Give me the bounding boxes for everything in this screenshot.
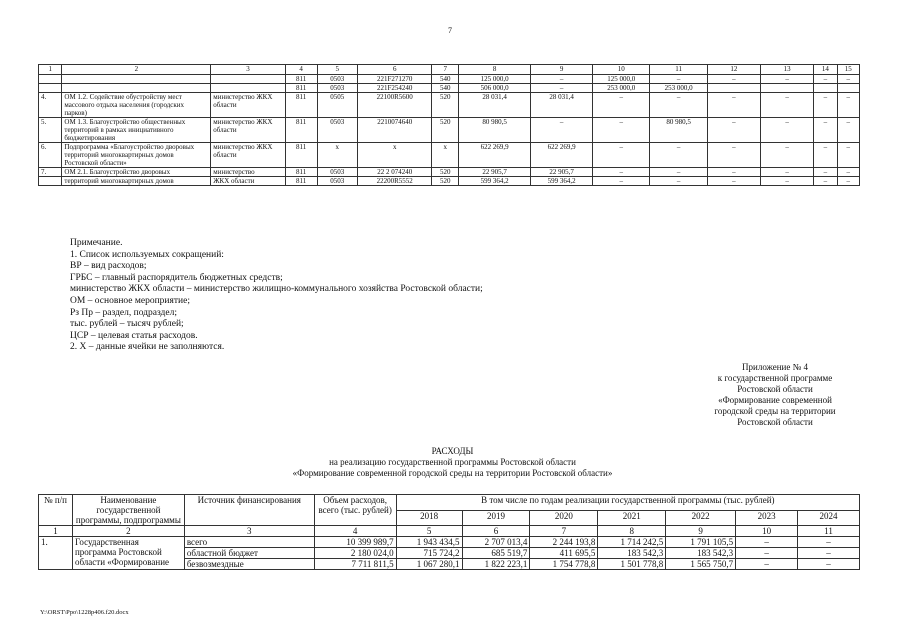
expenses-table-continued	[38, 64, 860, 186]
table-row	[39, 537, 860, 548]
appendix-line: к государственной программе	[717, 373, 833, 383]
value-cell: 1 822 223,1	[462, 559, 530, 570]
table-cell: 221F254240	[358, 84, 432, 93]
table-cell	[39, 177, 62, 186]
table-cell: –	[593, 93, 650, 118]
value-cell: 183 542,3	[598, 548, 666, 559]
col-header: 6	[358, 65, 432, 75]
table-cell	[837, 84, 859, 93]
table-cell: –	[761, 168, 814, 177]
table-cell: 6.	[39, 143, 62, 168]
header-years-group: В том числе по годам реализации государственной программы (тыс. рублей)	[396, 495, 859, 511]
table-cell: 253 000,0	[593, 84, 650, 93]
note-line: тыс. рублей – тысяч рублей;	[70, 319, 184, 330]
index-cell: 10	[736, 526, 798, 537]
table-cell: 22 905,7	[531, 168, 593, 177]
index-cell: 5	[396, 526, 462, 537]
table-cell: 0503	[317, 177, 357, 186]
table-cell: –	[837, 118, 859, 143]
table-cell: –	[837, 93, 859, 118]
table-cell: 22100R5600	[358, 93, 432, 118]
table-cell: –	[761, 93, 814, 118]
table-cell: 0503	[317, 118, 357, 143]
note-line: 1. Список используемых сокращений:	[70, 249, 224, 260]
table-cell: –	[650, 93, 707, 118]
table-cell: 0503	[317, 168, 357, 177]
index-cell: 6	[462, 526, 530, 537]
table-cell: –	[593, 143, 650, 168]
table-cell: 80 980,5	[650, 118, 707, 143]
table-cell: –	[761, 75, 814, 84]
table-cell: –	[531, 118, 593, 143]
appendix-line: Ростовской области	[737, 417, 813, 427]
col-header: 7	[432, 65, 459, 75]
table-cell: 811	[285, 93, 317, 118]
page-number: 7	[448, 26, 452, 35]
table-cell: Подпрограмма «Благоустройство дворовых территорий многоквартирных домов Ростовской области»	[62, 143, 211, 168]
table-cell: 599 364,2	[531, 177, 593, 186]
value-cell: 1 565 750,7	[666, 559, 736, 570]
table-cell: 28 031,4	[531, 93, 593, 118]
value-cell: 1 754 778,8	[530, 559, 598, 570]
value-cell: 1 714 242,5	[598, 537, 666, 548]
table-cell	[62, 75, 211, 84]
year-header: 2022	[666, 510, 736, 526]
table-cell: 540	[432, 84, 459, 93]
table-cell: 4.	[39, 93, 62, 118]
year-header: 2023	[736, 510, 798, 526]
table-cell: 520	[432, 168, 459, 177]
table-cell: 811	[285, 75, 317, 84]
index-cell: 3	[184, 526, 314, 537]
table-cell: –	[837, 75, 859, 84]
index-cell: 11	[798, 526, 860, 537]
table-cell: ОМ 1.3. Благоустройство общественных территорий в рамках инициативного бюджетирования	[62, 118, 211, 143]
table-cell: –	[650, 143, 707, 168]
table-cell: –	[814, 168, 837, 177]
source-cell: всего	[184, 537, 314, 548]
table-cell: –	[761, 118, 814, 143]
table-cell: х	[317, 143, 357, 168]
value-cell: 2 707 013,4	[462, 537, 530, 548]
table-row	[39, 118, 860, 143]
value-cell: –	[736, 559, 798, 570]
table-cell: 0503	[317, 75, 357, 84]
table-cell: –	[707, 177, 760, 186]
value-cell: 1 791 105,5	[666, 537, 736, 548]
table-cell: 28 031,4	[459, 93, 531, 118]
value-cell: 715 724,2	[396, 548, 462, 559]
table-cell: –	[837, 177, 859, 186]
table-cell: х	[432, 143, 459, 168]
table-cell: –	[814, 93, 837, 118]
title-line: «Формирование современной городской среды на территории Ростовской области»	[292, 468, 613, 478]
index-cell: 7	[530, 526, 598, 537]
note-line: Примечание.	[70, 238, 123, 248]
table-cell	[814, 84, 837, 93]
header-total: Объем расходов, всего (тыс. рублей)	[314, 495, 396, 526]
source-cell: безвозмездные	[184, 559, 314, 570]
table-cell	[211, 75, 285, 84]
appendix-line: городской среды на территории	[714, 406, 836, 416]
source-cell: областной бюджет	[184, 548, 314, 559]
table-cell	[39, 75, 62, 84]
col-header: 3	[211, 65, 285, 75]
table-cell: министерство	[211, 168, 285, 177]
table-cell: 221F271270	[358, 75, 432, 84]
header-source: Источник финансирования	[184, 495, 314, 526]
table-cell: ОМ 1.2. Содействие обустройству мест массового отдыха населения (городских парков)	[62, 93, 211, 118]
year-header: 2020	[530, 510, 598, 526]
note-line: ГРБС – главный распорядитель бюджетных средств;	[70, 272, 283, 283]
header-name: Наименование государственной программы, подпрограммы	[72, 495, 184, 526]
col-header: 13	[761, 65, 814, 75]
col-header: 15	[837, 65, 859, 75]
table-cell: 5.	[39, 118, 62, 143]
table-row	[39, 168, 860, 177]
value-cell: 1 501 778,8	[598, 559, 666, 570]
value-cell: –	[736, 548, 798, 559]
table-cell: –	[814, 177, 837, 186]
value-cell: –	[736, 537, 798, 548]
value-cell: 10 399 989,7	[314, 537, 396, 548]
table-cell	[761, 84, 814, 93]
note-line: ЦСР – целевая статья расходов.	[70, 330, 198, 341]
table-cell: –	[814, 118, 837, 143]
table-row	[39, 93, 860, 118]
table-row	[39, 84, 860, 93]
table-cell: –	[707, 143, 760, 168]
table-cell: –	[531, 75, 593, 84]
table-cell: ОМ 2.1. Благоустройство дворовых	[62, 168, 211, 177]
col-header: 14	[814, 65, 837, 75]
notes-block	[70, 238, 483, 354]
file-path-footer: Y:\ORST\Ppo\1228p406.f20.docx	[40, 609, 129, 616]
col-header: 10	[593, 65, 650, 75]
table-cell: 811	[285, 143, 317, 168]
program-expenses-table	[38, 494, 860, 570]
value-cell: –	[798, 537, 860, 548]
table-cell: –	[837, 143, 859, 168]
table-cell: –	[707, 168, 760, 177]
title-line: на реализацию государственной программы Ростовской области	[329, 457, 576, 467]
col-header: 12	[707, 65, 760, 75]
appendix-line: Ростовской области	[737, 384, 813, 394]
note-line: ВР – вид расходов;	[70, 261, 147, 272]
table-cell: ЖКХ области	[211, 177, 285, 186]
table-cell: –	[531, 84, 593, 93]
table-cell	[211, 84, 285, 93]
appendix-caption	[700, 362, 850, 428]
value-cell: 1 943 434,5	[396, 537, 462, 548]
row-name: Государственная программа Ростовской области «Формирование	[72, 537, 184, 570]
table-cell: –	[707, 118, 760, 143]
table-cell: 506 000,0	[459, 84, 531, 93]
table-cell	[707, 84, 760, 93]
value-cell: –	[798, 548, 860, 559]
table-cell: 540	[432, 75, 459, 84]
table-cell: министерство ЖКХ области	[211, 118, 285, 143]
table-cell: –	[593, 168, 650, 177]
col-header: 8	[459, 65, 531, 75]
table-cell: 0505	[317, 93, 357, 118]
table-cell: –	[707, 75, 760, 84]
table-cell: –	[593, 177, 650, 186]
col-header: 11	[650, 65, 707, 75]
index-cell: 2	[72, 526, 184, 537]
value-cell: 183 542,3	[666, 548, 736, 559]
value-cell: –	[798, 559, 860, 570]
index-cell: 4	[314, 526, 396, 537]
table-cell: –	[761, 177, 814, 186]
table-cell: –	[707, 93, 760, 118]
table-cell: 7.	[39, 168, 62, 177]
value-cell: 7 711 811,5	[314, 559, 396, 570]
table-cell: х	[358, 143, 432, 168]
table-cell: 622 269,9	[531, 143, 593, 168]
col-header: 4	[285, 65, 317, 75]
table-cell: 22 905,7	[459, 168, 531, 177]
table-cell: 811	[285, 177, 317, 186]
value-cell: 411 695,5	[530, 548, 598, 559]
table-cell: –	[761, 143, 814, 168]
value-cell: 2 244 193,8	[530, 537, 598, 548]
table-cell	[62, 84, 211, 93]
table-cell: –	[650, 168, 707, 177]
table-cell: –	[593, 118, 650, 143]
table-cell: территорий многоквартирных домов	[62, 177, 211, 186]
row-num: 1.	[39, 537, 73, 570]
col-header: 5	[317, 65, 357, 75]
table-cell: 22 2 074240	[358, 168, 432, 177]
table-cell	[39, 84, 62, 93]
document-title	[240, 446, 665, 479]
index-cell: 8	[598, 526, 666, 537]
value-cell: 2 180 024,0	[314, 548, 396, 559]
note-line: 2. Х – данные ячейки не заполняются.	[70, 342, 225, 353]
col-header: 9	[531, 65, 593, 75]
year-header: 2018	[396, 510, 462, 526]
table-cell: 520	[432, 177, 459, 186]
table-cell: –	[837, 168, 859, 177]
col-header: 1	[39, 65, 62, 75]
year-header: 2019	[462, 510, 530, 526]
table-cell: 811	[285, 168, 317, 177]
table-cell: 253 000,0	[650, 84, 707, 93]
table-cell: 80 980,5	[459, 118, 531, 143]
table-cell: 622 269,9	[459, 143, 531, 168]
table-cell: –	[814, 143, 837, 168]
table-cell: 811	[285, 84, 317, 93]
year-header: 2024	[798, 510, 860, 526]
header-num: № п/п	[39, 495, 73, 526]
table-cell: –	[650, 75, 707, 84]
table-cell: министерство ЖКХ области	[211, 143, 285, 168]
table-cell: 599 364,2	[459, 177, 531, 186]
title-line: РАСХОДЫ	[431, 446, 474, 456]
col-header: 2	[62, 65, 211, 75]
table-cell: министерство ЖКХ области	[211, 93, 285, 118]
table-cell: 22200R5552	[358, 177, 432, 186]
value-cell: 685 519,7	[462, 548, 530, 559]
value-cell: 1 067 280,1	[396, 559, 462, 570]
year-header: 2021	[598, 510, 666, 526]
note-line: Рз Пр – раздел, подраздел;	[70, 307, 177, 318]
table-cell: 2210074640	[358, 118, 432, 143]
index-cell: 1	[39, 526, 73, 537]
index-cell: 9	[666, 526, 736, 537]
note-line: ОМ – основное мероприятие;	[70, 295, 190, 306]
table-cell: 125 000,0	[459, 75, 531, 84]
table-cell: 520	[432, 118, 459, 143]
appendix-line: «Формирование современной	[718, 395, 832, 405]
table-cell: 125 000,0	[593, 75, 650, 84]
table-cell: 520	[432, 93, 459, 118]
table-cell: –	[650, 177, 707, 186]
table-row	[39, 177, 860, 186]
table-cell: 811	[285, 118, 317, 143]
appendix-line: Приложение № 4	[742, 362, 808, 372]
table-row	[39, 75, 860, 84]
note-line: министерство ЖКХ области – министерство жилищно-коммунального хозяйства Ростовской области;	[70, 284, 483, 295]
table-cell: –	[814, 75, 837, 84]
table-row	[39, 143, 860, 168]
table-cell: 0503	[317, 84, 357, 93]
